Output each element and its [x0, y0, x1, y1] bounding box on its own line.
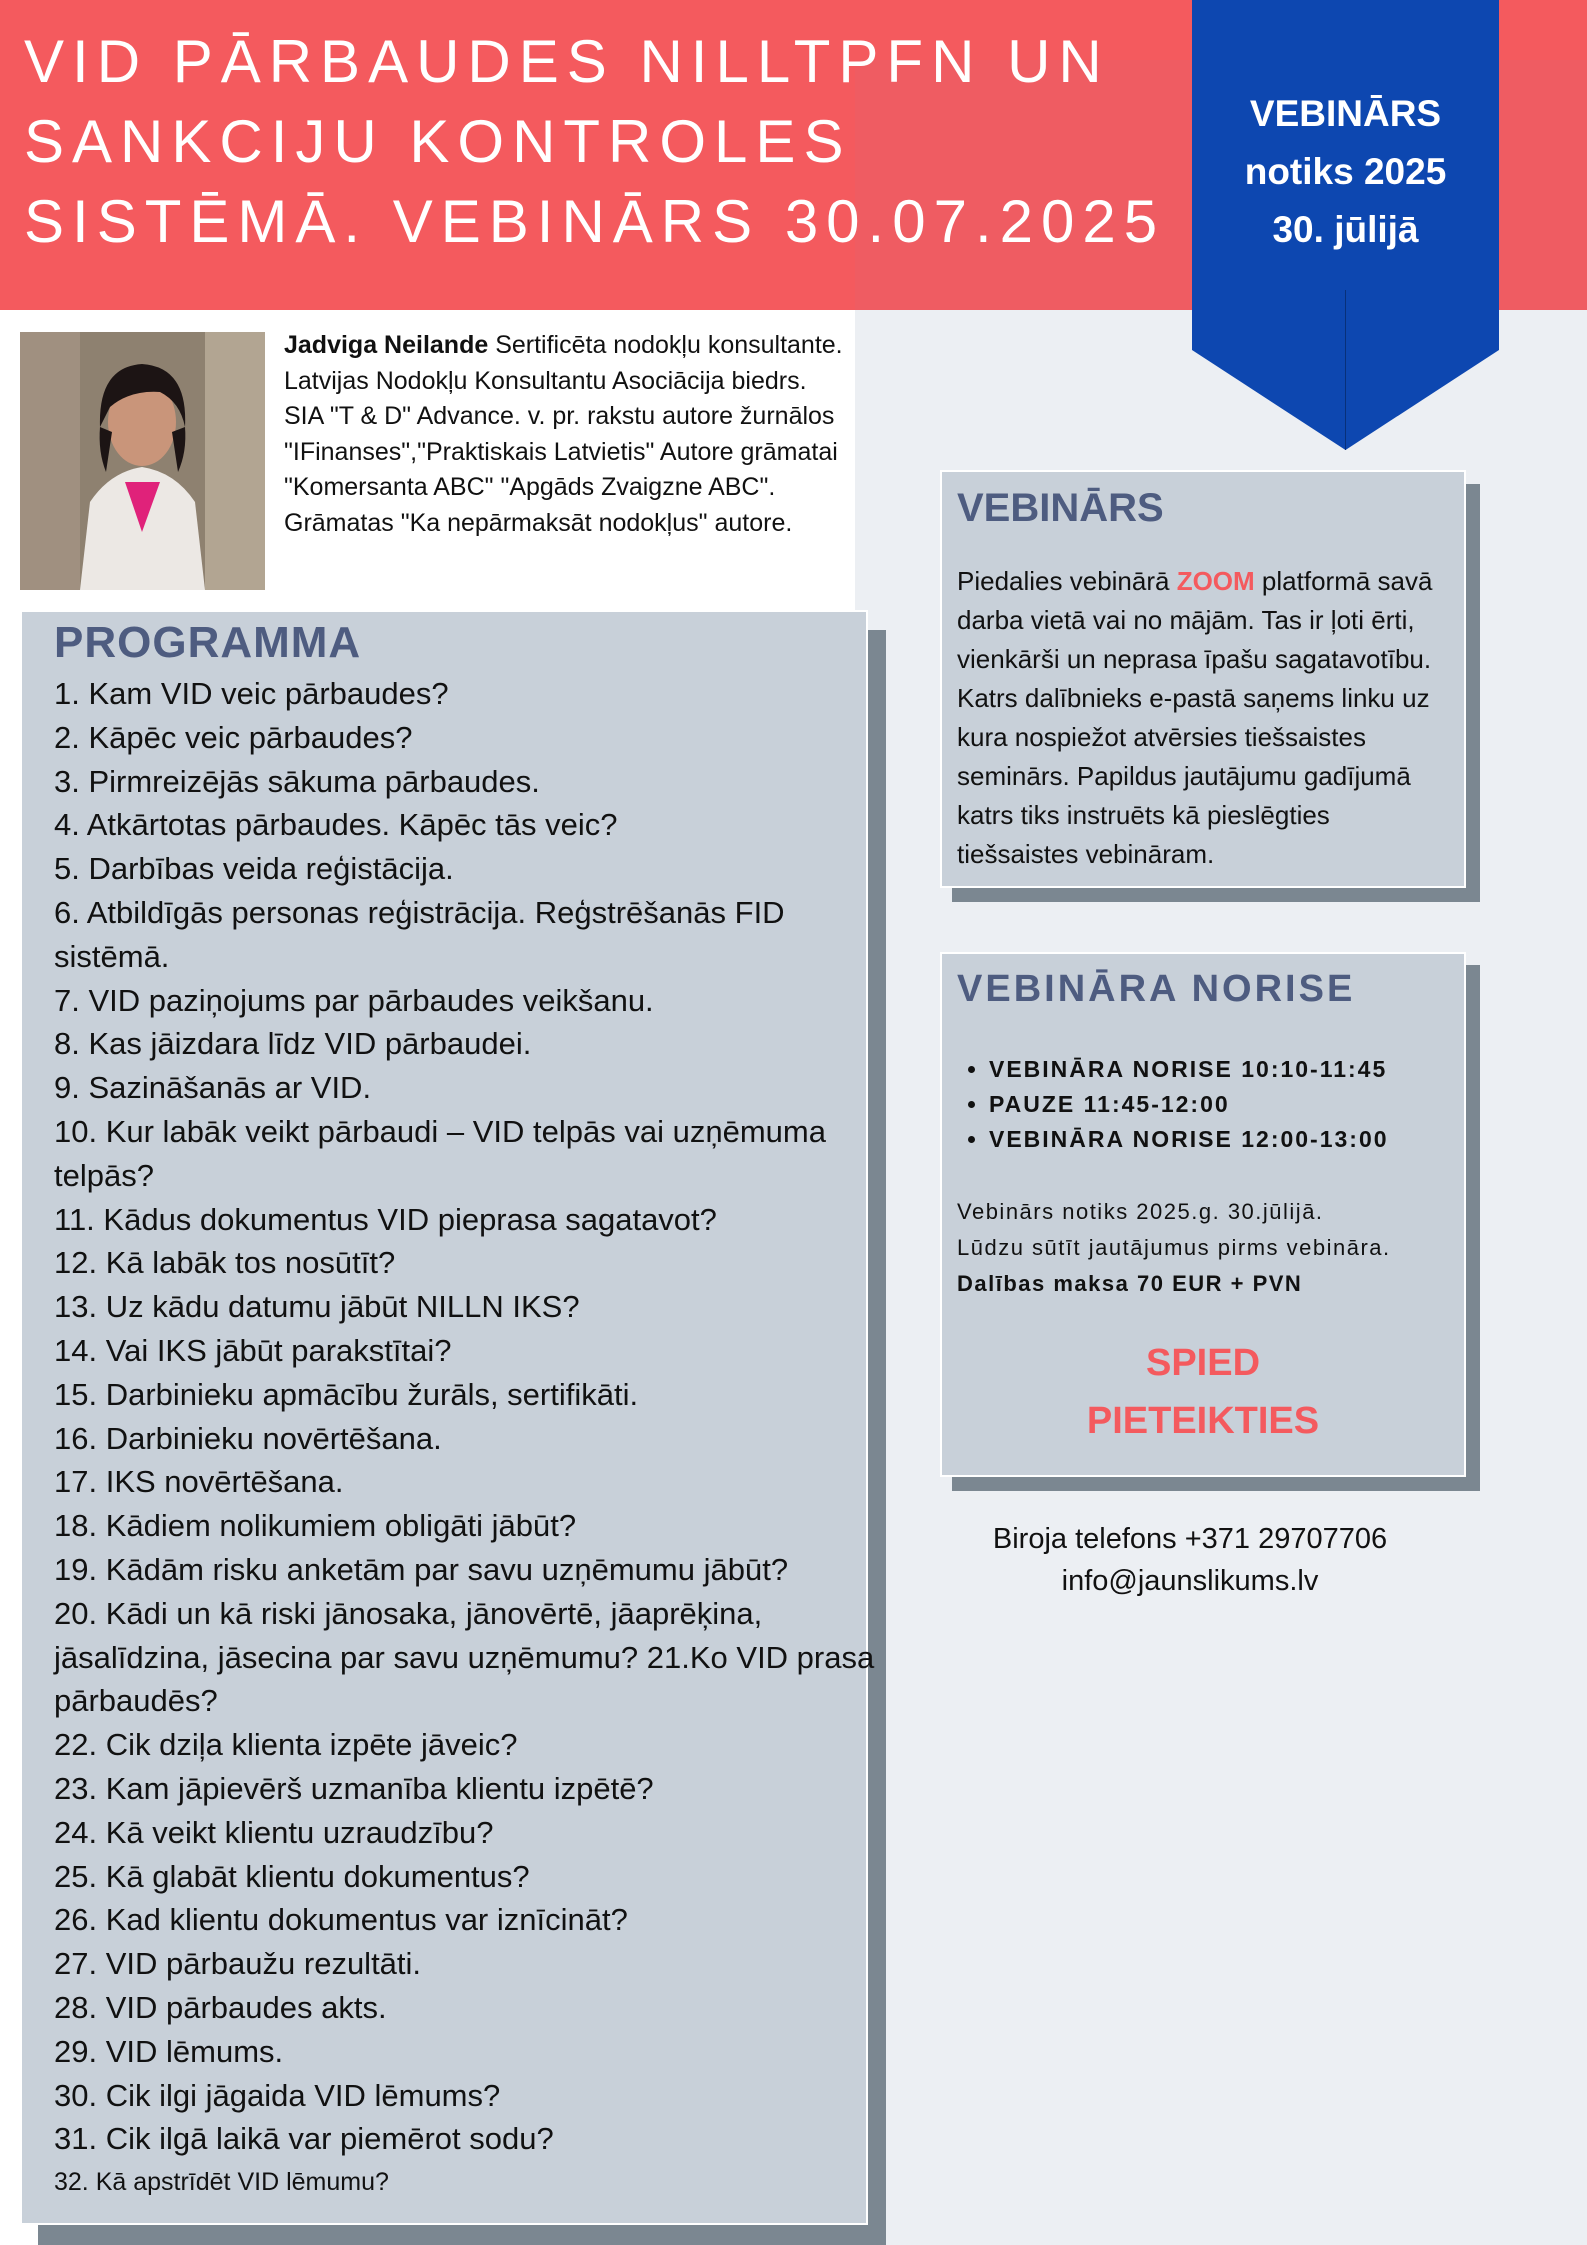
- programme-item: 26. Kad klientu dokumentus var iznīcināt?: [54, 1902, 628, 1938]
- zoom-highlight: ZOOM: [1176, 566, 1255, 596]
- webinar-description: [957, 562, 1437, 874]
- speaker-description: Sertificēta nodokļu konsultante. Latvijas Nodokļu Konsultantu Asociācija biedrs. SIA "T & D" Advance. v. pr. rakstu autore žurnālos "IFinanses","Praktiskais Latvietis" Autore grāmatai "Komersanta ABC" "Apgāds Zvaigzne ABC". Grāmatas "Ka nepārmaksāt nodokļus" autore.: [284, 331, 843, 537]
- speaker-photo: [20, 332, 265, 590]
- register-button[interactable]: [942, 1334, 1464, 1450]
- programme-item: 28. VID pārbaudes akts.: [54, 1989, 387, 2025]
- programme-item: 14. Vai IKS jābūt parakstītai?: [54, 1332, 452, 1368]
- programme-item: 11. Kādus dokumentus VID pieprasa sagatavot?: [54, 1201, 717, 1237]
- programme-item: 8. Kas jāizdara līdz VID pārbaudei.: [54, 1026, 532, 1062]
- programme-box: [20, 610, 875, 2225]
- speaker-bio: [284, 328, 844, 541]
- programme-item: 27. VID pārbaužu rezultāti.: [54, 1946, 422, 1982]
- schedule-item: • VEBINĀRA NORISE 10:10-11:45: [989, 1052, 1389, 1087]
- programme-item: 12. Kā labāk tos nosūtīt?: [54, 1245, 396, 1281]
- page-title: VID PĀRBAUDES NILLTPFN UN SANKCIJU KONTROLES SISTĒMĀ. VEBINĀRS 30.07.2025: [24, 28, 1166, 255]
- webinar-text-end: platformā savā darba vietā vai no mājām. Tas ir ļoti ērti, vienkārši un neprasa īpašu sagatavotību. Katrs dalībnieks e-pastā saņems linku uz kura nospiežot atvērsies tiešsaistes seminārs. Papildus jautājumu gadījumā katrs tiks instruēts kā pieslēgties tiešsaistes vebināram.: [957, 566, 1433, 869]
- programme-item: 30. Cik ilgi jāgaida VID lēmums?: [54, 2077, 501, 2113]
- programme-item: 2. Kāpēc veic pārbaudes?: [54, 719, 413, 755]
- participation-fee: Dalības maksa 70 EUR + PVN: [957, 1271, 1303, 1296]
- webinar-text-start: Piedalies vebinārā: [957, 566, 1177, 596]
- office-phone: Biroja telefons +371 29707706: [992, 1523, 1388, 1555]
- ribbon-line-2: notiks 2025: [1244, 151, 1447, 192]
- schedule-date-note: Vebinārs notiks 2025.g. 30.jūlijā.: [957, 1199, 1324, 1224]
- ribbon-text: [1192, 85, 1499, 259]
- programme-item: 17. IKS novērtēšana.: [54, 1464, 344, 1500]
- register-button-line-1: SPIED: [1145, 1342, 1261, 1384]
- webinar-title: VEBINĀRS: [957, 486, 1164, 530]
- programme-item: 4. Atkārtotas pārbaudes. Kāpēc tās veic?: [54, 807, 618, 843]
- programme-item: 31. Cik ilgā laikā var piemērot sodu?: [54, 2121, 554, 2157]
- schedule-note: [957, 1194, 1477, 1302]
- programme-item: 10. Kur labāk veikt pārbaudi – VID telpās vai uzņēmuma telpās?: [54, 1113, 826, 1193]
- schedule-card: [940, 952, 1466, 1477]
- programme-item: 19. Kādām risku anketām par savu uzņēmumu jābūt?: [54, 1551, 789, 1587]
- webinar-card: [940, 470, 1466, 888]
- programme-item: 9. Sazināšanās ar VID.: [54, 1070, 372, 1106]
- ribbon-line-3: 30. jūlijā: [1272, 209, 1419, 250]
- contact-info: [940, 1518, 1440, 1602]
- ribbon-fold-line: [1345, 290, 1346, 450]
- programme-item: 5. Darbības veida reģistācija.: [54, 851, 454, 887]
- programme-item: 25. Kā glabāt klientu dokumentus?: [54, 1858, 530, 1894]
- contact-email[interactable]: info@jaunslikums.lv: [1061, 1565, 1319, 1597]
- register-button-line-2: PIETEIKTIES: [1086, 1400, 1320, 1442]
- schedule-list: [967, 1052, 1389, 1157]
- programme-item: 3. Pirmreizējās sākuma pārbaudes.: [54, 763, 540, 799]
- programme-title: PROGRAMMA: [54, 618, 362, 667]
- speaker-name: Jadviga Neilande: [284, 331, 489, 359]
- programme-item: 7. VID paziņojums par pārbaudes veikšanu.: [54, 982, 654, 1018]
- programme-item: 6. Atbildīgās personas reģistrācija. Reģstrēšanās FID sistēmā.: [54, 894, 785, 974]
- programme-item: 20. Kādi un kā riski jānosaka, jānovērtē, jāaprēķina, jāsalīdzina, jāsecina par savu uzņēmumu? 21.Ko VID prasa pārbaudēs?: [54, 1595, 875, 1719]
- programme-list: [54, 672, 884, 2205]
- programme-item: 24. Kā veikt klientu uzraudzību?: [54, 1814, 494, 1850]
- programme-item: 22. Cik dziļa klienta izpēte jāveic?: [54, 1727, 518, 1763]
- programme-item: 13. Uz kādu datumu jābūt NILLN IKS?: [54, 1289, 580, 1325]
- schedule-title: VEBINĀRA NORISE: [957, 968, 1356, 1010]
- programme-item: 29. VID lēmums.: [54, 2033, 284, 2069]
- schedule-questions-note: Lūdzu sūtīt jautājumus pirms vebināra.: [957, 1235, 1391, 1260]
- ribbon-line-1: VEBINĀRS: [1249, 93, 1442, 134]
- programme-item: 18. Kādiem nolikumiem obligāti jābūt?: [54, 1508, 577, 1544]
- programme-item: 16. Darbinieku novērtēšana.: [54, 1420, 442, 1456]
- schedule-item: • PAUZE 11:45-12:00: [989, 1087, 1389, 1122]
- programme-item: 15. Darbinieku apmācību žurāls, sertifikāti.: [54, 1376, 639, 1412]
- programme-item: 23. Kam jāpievērš uzmanība klientu izpētē?: [54, 1770, 654, 1806]
- schedule-item: • VEBINĀRA NORISE 12:00-13:00: [989, 1122, 1389, 1157]
- programme-item: 32. Kā apstrīdēt VID lēmumu?: [54, 2168, 389, 2197]
- programme-item: 1. Kam VID veic pārbaudes?: [54, 676, 449, 711]
